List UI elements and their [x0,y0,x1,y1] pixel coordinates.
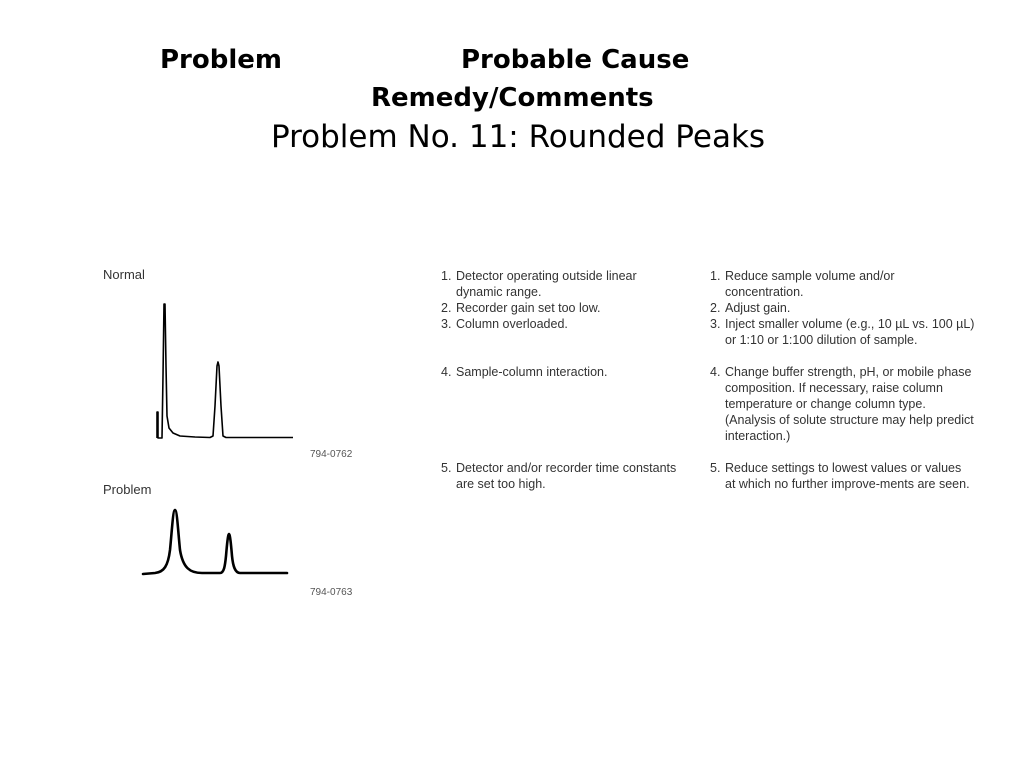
cause-number: 5. [441,461,452,475]
remedy-item [710,460,975,492]
cause-text: Sample-column interaction. [456,365,608,379]
remedy-number: 3. [710,317,721,331]
remedy-number: 1. [710,269,721,283]
remedy-number: 4. [710,365,721,379]
cause-text: Detector operating outside linear dynamic range. [456,269,637,299]
remedy-item [710,268,975,300]
cause-text: Recorder gain set too low. [456,301,601,315]
remedies-list [710,268,975,492]
cause-item [441,364,681,460]
remedy-text: Reduce sample volume and/or concentration. [725,269,895,299]
remedy-item [710,300,975,316]
remedy-number: 5. [710,461,721,475]
header-remedy-comments: Remedy/Comments [371,83,654,113]
cause-item [441,300,681,316]
remedy-text: Inject smaller volume (e.g., 10 µL vs. 100 µL) or 1:10 or 1:100 dilution of sample. [725,317,975,347]
cause-text: Column overloaded. [456,317,568,331]
slide-title: Problem No. 11: Rounded Peaks [270,119,766,155]
problem-chromatogram [140,500,290,580]
cause-number: 2. [441,301,452,315]
normal-figure-code: 794-0762 [310,449,353,460]
normal-figure-label: Normal [103,267,145,282]
cause-item [441,268,681,300]
remedy-item [710,364,975,460]
cause-text: Detector and/or recorder time constants are set too high. [456,461,677,491]
cause-number: 3. [441,317,452,331]
remedy-text: Adjust gain. [725,301,791,315]
remedy-text: Change buffer strength, pH, or mobile phase composition. If necessary, raise column temperature or change column type. (Analysis of solute structure may help predict interaction.) [725,365,974,443]
problem-trace [143,510,287,574]
cause-number: 1. [441,269,452,283]
normal-trace [157,304,293,438]
header-problem: Problem [160,45,282,75]
normal-chromatogram [150,296,295,441]
remedy-text: Reduce settings to lowest values or values at which no further improve-ments are seen. [725,461,970,491]
cause-item [441,316,681,364]
probable-causes-list [441,268,681,492]
problem-figure-code: 794-0763 [310,587,353,598]
cause-number: 4. [441,365,452,379]
problem-figure-label: Problem [103,482,152,497]
header-probable-cause: Probable Cause [461,45,690,75]
remedy-item [710,316,975,364]
cause-item [441,460,681,492]
remedy-number: 2. [710,301,721,315]
